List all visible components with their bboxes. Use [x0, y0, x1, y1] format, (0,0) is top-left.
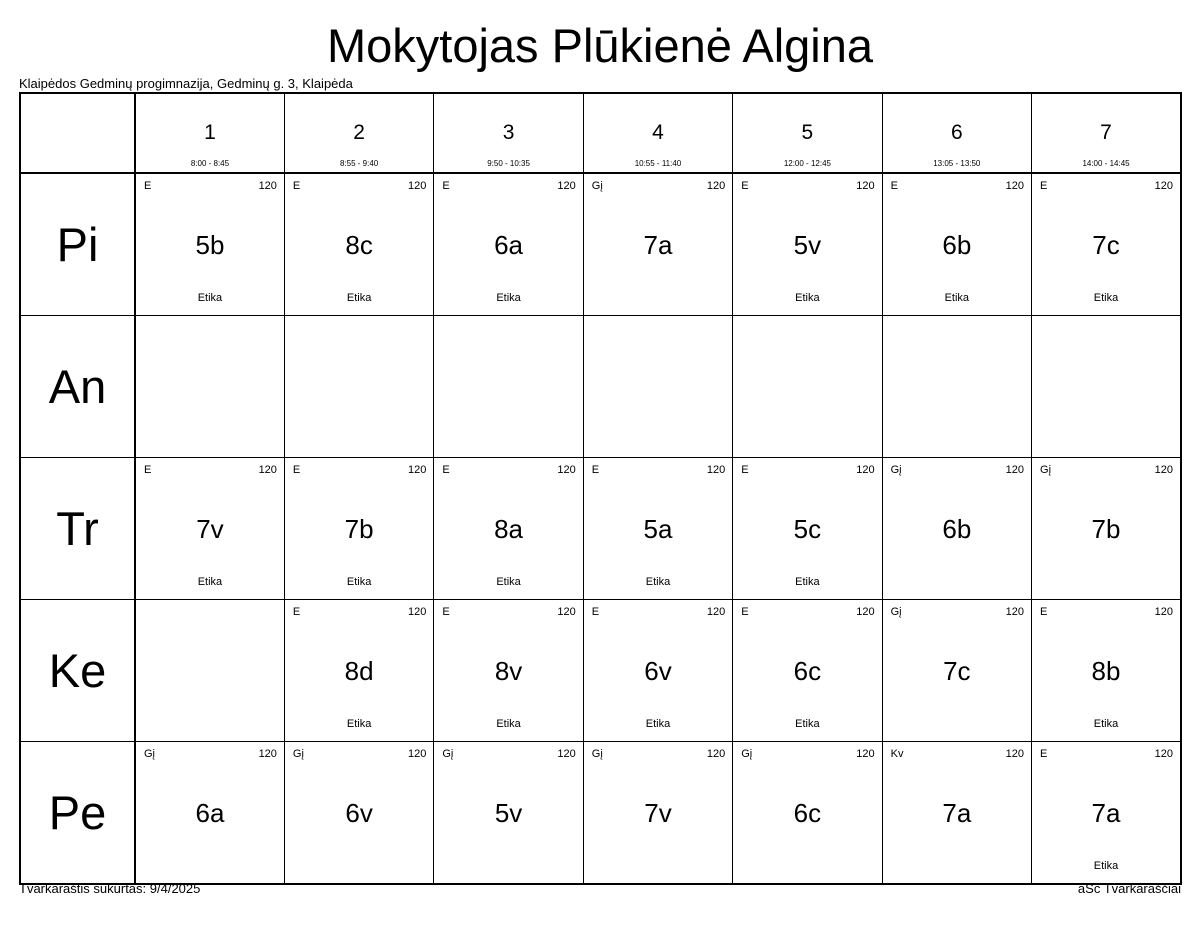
- class-name: 5v: [793, 230, 822, 260]
- class-name: 7b: [1091, 514, 1121, 544]
- lesson-code: Gį: [292, 748, 304, 760]
- subject-name: Etika: [795, 718, 820, 730]
- lesson-code: E: [292, 606, 301, 618]
- subject-name: Etika: [496, 292, 521, 304]
- class-name: 7c: [943, 656, 971, 686]
- lesson-cell: [1032, 742, 1181, 885]
- lesson-code: E: [442, 464, 450, 476]
- lesson-code: E: [1040, 606, 1048, 618]
- lesson-code: E: [741, 464, 749, 476]
- period-number: 3: [502, 121, 515, 144]
- period-header: [434, 93, 583, 173]
- class-name: 7a: [643, 230, 673, 260]
- lesson-cell: [882, 458, 1031, 600]
- empty-cell: [135, 600, 284, 742]
- lesson-cell: [135, 173, 284, 316]
- page-title: Mokytojas Plūkienė Algina: [326, 19, 874, 72]
- lesson-code: E: [1040, 180, 1048, 192]
- lesson-code: E: [591, 606, 600, 618]
- subject-name: Etika: [197, 292, 223, 304]
- lesson-code: Gį: [442, 748, 454, 760]
- day-row: [20, 600, 1181, 742]
- room-number: 120: [706, 464, 726, 476]
- lesson-cell: [284, 600, 433, 742]
- class-name: 7a: [1091, 798, 1121, 828]
- lesson-cell: [434, 458, 583, 600]
- room-number: 120: [856, 748, 875, 760]
- period-time: 13:05 - 13:50: [933, 159, 981, 168]
- lesson-cell: [583, 742, 732, 885]
- room-number: 120: [258, 464, 277, 476]
- room-number: 120: [407, 180, 427, 192]
- period-header: [733, 93, 882, 173]
- day-label: An: [20, 316, 135, 458]
- class-name: 6b: [942, 230, 972, 260]
- room-number: 120: [856, 180, 875, 192]
- room-number: 120: [407, 606, 427, 618]
- class-name: 5b: [195, 230, 225, 260]
- day-row: [20, 316, 1181, 458]
- day-label: Tr: [20, 458, 135, 600]
- lesson-code: Gį: [890, 606, 902, 618]
- room-number: 120: [407, 464, 427, 476]
- class-name: 6a: [195, 798, 225, 828]
- period-header: [882, 93, 1031, 173]
- subject-name: Etika: [346, 292, 372, 304]
- room-number: 120: [557, 606, 576, 618]
- subject-name: Etika: [197, 576, 223, 588]
- lesson-code: E: [741, 180, 749, 192]
- lesson-cell: [733, 458, 882, 600]
- class-name: 8b: [1091, 656, 1121, 686]
- subject-name: Etika: [346, 576, 372, 588]
- subject-name: Etika: [1093, 718, 1119, 730]
- subject-name: Etika: [496, 718, 521, 730]
- period-time: 8:00 - 8:45: [190, 159, 230, 168]
- period-number: 5: [801, 121, 814, 144]
- class-name: 7c: [1092, 230, 1120, 260]
- class-name: 6c: [793, 798, 822, 828]
- lesson-code: E: [292, 464, 301, 476]
- class-name: 8c: [345, 230, 373, 260]
- period-header: [135, 93, 284, 173]
- lesson-cell: [583, 458, 732, 600]
- subject-name: Etika: [795, 292, 820, 304]
- class-name: 7a: [942, 798, 972, 828]
- class-name: 6b: [942, 514, 972, 544]
- period-number: 1: [204, 121, 216, 144]
- lesson-cell: [434, 173, 583, 316]
- lesson-code: E: [144, 464, 152, 476]
- class-name: 6v: [644, 656, 672, 686]
- empty-cell: [583, 316, 732, 458]
- class-name: 5v: [494, 798, 523, 828]
- room-number: 120: [706, 748, 726, 760]
- subject-name: Etika: [346, 718, 372, 730]
- room-number: 120: [1154, 748, 1173, 760]
- subject-name: Etika: [1093, 860, 1119, 872]
- room-number: 120: [856, 464, 875, 476]
- room-number: 120: [407, 748, 427, 760]
- lesson-code: Gį: [890, 464, 902, 476]
- class-name: 7b: [344, 514, 374, 544]
- class-name: 5c: [793, 514, 822, 544]
- room-number: 120: [1005, 606, 1025, 618]
- lesson-code: E: [890, 180, 898, 192]
- lesson-cell: [434, 742, 583, 885]
- period-number: 4: [652, 121, 664, 144]
- lesson-cell: [1032, 173, 1181, 316]
- class-name: 8v: [494, 656, 523, 686]
- room-number: 120: [706, 606, 726, 618]
- day-row: [20, 173, 1181, 316]
- period-time: 9:50 - 10:35: [487, 159, 530, 168]
- timetable-body: [20, 173, 1181, 884]
- class-name: 6c: [793, 656, 822, 686]
- day-row: [20, 742, 1181, 885]
- period-number: 2: [353, 121, 365, 144]
- lesson-code: Gį: [591, 180, 603, 192]
- period-number: 6: [950, 121, 963, 144]
- lesson-code: E: [292, 180, 301, 192]
- lesson-cell: [135, 458, 284, 600]
- day-label: Pe: [20, 742, 135, 885]
- class-name: 5a: [643, 514, 673, 544]
- subject-name: Etika: [645, 718, 671, 730]
- lesson-cell: [583, 600, 732, 742]
- empty-cell: [1032, 316, 1181, 458]
- lesson-code: E: [442, 180, 450, 192]
- lesson-cell: [284, 742, 433, 885]
- room-number: 120: [557, 180, 576, 192]
- school-address: Klaipėdos Gedminų progimnazija, Gedminų g. 3, Klaipėda: [19, 76, 353, 91]
- room-number: 120: [706, 180, 726, 192]
- lesson-cell: [733, 173, 882, 316]
- subject-name: Etika: [795, 576, 820, 588]
- lesson-cell: [434, 600, 583, 742]
- room-number: 120: [1005, 464, 1025, 476]
- room-number: 120: [1005, 748, 1025, 760]
- lesson-cell: [733, 742, 882, 885]
- lesson-cell: [135, 742, 284, 885]
- lesson-code: E: [144, 180, 152, 192]
- day-label: Pi: [20, 173, 135, 316]
- period-header: [1032, 93, 1181, 173]
- lesson-code: Gį: [591, 748, 603, 760]
- room-number: 120: [1005, 180, 1025, 192]
- subject-name: Etika: [496, 576, 521, 588]
- period-header-row: [20, 93, 1181, 173]
- period-time: 10:55 - 11:40: [634, 159, 682, 168]
- lesson-code: E: [1040, 748, 1048, 760]
- created-date: Tvarkaraštis sukurtas: 9/4/2025: [19, 881, 201, 896]
- room-number: 120: [258, 748, 277, 760]
- lesson-cell: [882, 742, 1031, 885]
- empty-cell: [434, 316, 583, 458]
- room-number: 120: [1154, 464, 1173, 476]
- room-number: 120: [557, 748, 576, 760]
- period-time: 8:55 - 9:40: [340, 159, 379, 168]
- period-time: 14:00 - 14:45: [1082, 159, 1130, 168]
- room-number: 120: [1154, 180, 1173, 192]
- lesson-cell: [882, 173, 1031, 316]
- day-label: Ke: [20, 600, 135, 742]
- brand-label: aSc Tvarkaraščiai: [1077, 881, 1181, 896]
- lesson-code: Gį: [741, 748, 753, 760]
- subject-name: Etika: [944, 292, 970, 304]
- period-header: [284, 93, 433, 173]
- subject-name: Etika: [1093, 292, 1119, 304]
- lesson-cell: [284, 458, 433, 600]
- lesson-cell: [1032, 458, 1181, 600]
- empty-cell: [284, 316, 433, 458]
- lesson-code: E: [442, 606, 450, 618]
- lesson-cell: [583, 173, 732, 316]
- empty-cell: [882, 316, 1031, 458]
- lesson-code: E: [591, 464, 600, 476]
- empty-cell: [733, 316, 882, 458]
- empty-cell: [135, 316, 284, 458]
- period-header: [583, 93, 732, 173]
- lesson-code: Kv: [890, 748, 904, 760]
- class-name: 6a: [494, 230, 524, 260]
- period-time: 12:00 - 12:45: [783, 159, 831, 168]
- lesson-cell: [733, 600, 882, 742]
- lesson-code: Gį: [1040, 464, 1052, 476]
- lesson-code: Gį: [144, 748, 155, 760]
- class-name: 7v: [644, 798, 672, 828]
- corner-cell: [20, 93, 135, 173]
- lesson-cell: [284, 173, 433, 316]
- lesson-cell: [882, 600, 1031, 742]
- room-number: 120: [557, 464, 576, 476]
- lesson-code: E: [741, 606, 749, 618]
- room-number: 120: [1154, 606, 1173, 618]
- subject-name: Etika: [645, 576, 671, 588]
- period-number: 7: [1100, 121, 1112, 144]
- class-name: 8d: [344, 656, 374, 686]
- class-name: 8a: [494, 514, 524, 544]
- class-name: 6v: [345, 798, 373, 828]
- room-number: 120: [258, 180, 277, 192]
- timetable-grid: [19, 92, 1182, 885]
- day-row: [20, 458, 1181, 600]
- lesson-cell: [1032, 600, 1181, 742]
- room-number: 120: [856, 606, 875, 618]
- class-name: 7v: [196, 514, 224, 544]
